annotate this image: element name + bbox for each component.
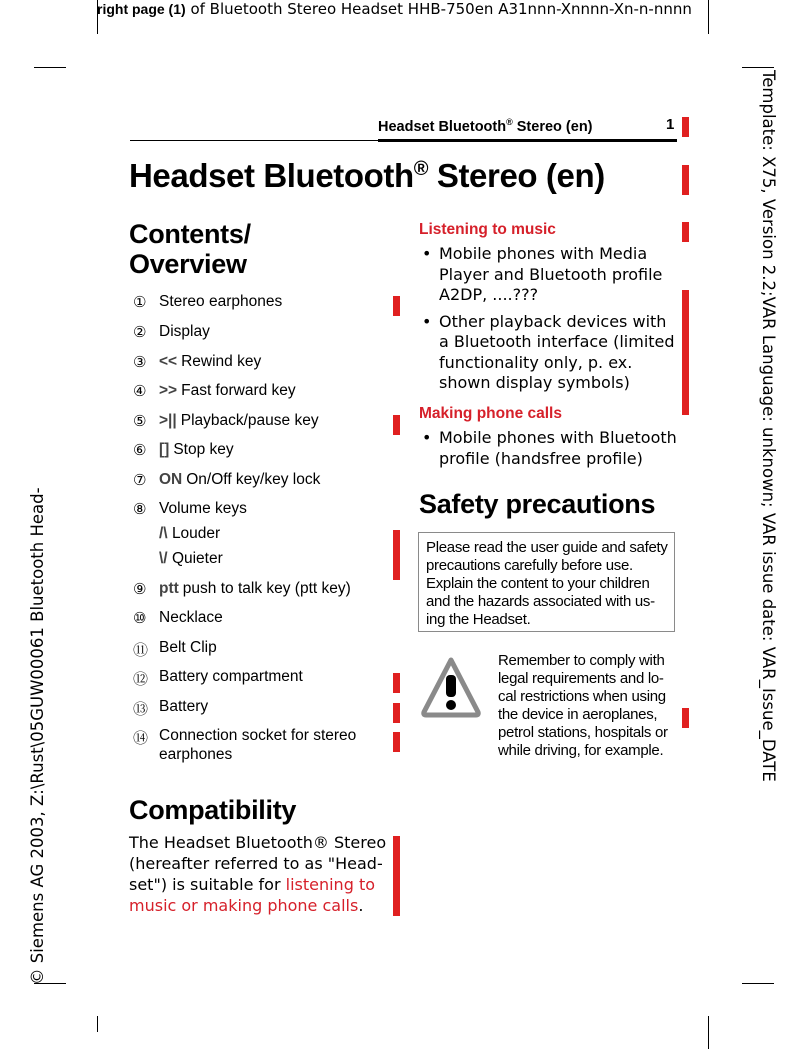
compat-plain: . bbox=[358, 896, 364, 915]
crop-mark bbox=[708, 0, 709, 34]
list-subitem bbox=[159, 525, 220, 543]
margin-bar bbox=[682, 708, 689, 728]
calls-list bbox=[419, 428, 681, 475]
margin-bar bbox=[393, 836, 400, 916]
list-item bbox=[133, 698, 208, 719]
header-title: Headset Bluetooth bbox=[378, 118, 507, 135]
item-key-symbol: ON bbox=[159, 471, 183, 488]
list-item bbox=[133, 353, 261, 371]
compat-line: (hereafter referred to as "Head- bbox=[129, 854, 383, 873]
item-label: Battery compartment bbox=[159, 668, 303, 685]
item-number: ⑧ bbox=[133, 500, 147, 518]
header-rule bbox=[378, 139, 677, 142]
subitem-label: Louder bbox=[171, 525, 221, 542]
item-label: Belt Clip bbox=[159, 639, 217, 656]
item-label: Fast forward key bbox=[181, 382, 296, 399]
item-number: ⑤ bbox=[133, 412, 147, 430]
safety-notice-box: Please read the user guide and safety precautions carefully before use. Explain the content to your children and the hazards associated with us- ing the Headset. bbox=[418, 532, 675, 632]
crop-mark bbox=[34, 67, 66, 68]
page-title bbox=[129, 157, 605, 195]
subitem-label: Quieter bbox=[171, 550, 223, 567]
list-item bbox=[133, 609, 223, 627]
compat-line bbox=[129, 874, 387, 895]
list-item: • Mobile phones with Bluetooth profile (handsfree profile) bbox=[419, 428, 681, 469]
item-label: Rewind key bbox=[181, 353, 262, 370]
margin-bar bbox=[393, 703, 400, 723]
item-label: Stereo earphones bbox=[159, 293, 283, 310]
crop-mark bbox=[742, 67, 774, 68]
subitem-key-symbol: /\ bbox=[159, 525, 168, 542]
title-rest: Stereo (en) bbox=[428, 157, 605, 194]
item-number: ⑦ bbox=[133, 471, 147, 489]
item-label: push to talk key (ptt key) bbox=[182, 580, 351, 597]
margin-bar bbox=[393, 673, 400, 693]
subitem-key-symbol: \/ bbox=[159, 550, 168, 567]
margin-bar bbox=[393, 415, 400, 435]
calls-heading: Making phone calls bbox=[419, 405, 562, 422]
compat-link-text: listening to bbox=[285, 875, 375, 894]
crop-mark bbox=[97, 1016, 98, 1032]
item-key-symbol: >|| bbox=[159, 412, 177, 429]
title-text: Headset Bluetooth bbox=[129, 157, 414, 194]
item-label: Battery bbox=[159, 698, 209, 715]
margin-bar bbox=[682, 165, 689, 195]
header-thin-rule bbox=[130, 140, 378, 141]
item-label: On/Off key/key lock bbox=[186, 471, 321, 488]
item-label: Stop key bbox=[173, 441, 234, 458]
item-key-symbol: << bbox=[159, 353, 178, 370]
safety-heading: Safety precautions bbox=[419, 489, 656, 519]
header-title-rest: Stereo (en) bbox=[512, 118, 593, 135]
page-side-label: right page (1) bbox=[97, 1, 186, 17]
compatibility-heading: Compatibility bbox=[129, 795, 297, 825]
listening-heading: Listening to music bbox=[419, 221, 556, 238]
list-item bbox=[133, 323, 210, 341]
contents-heading bbox=[129, 219, 251, 279]
warning-icon bbox=[420, 655, 482, 719]
item-number: ⑩ bbox=[133, 609, 147, 627]
compat-plain: set") is suitable for bbox=[129, 875, 286, 894]
list-subitem bbox=[159, 550, 223, 568]
compat-line: The Headset Bluetooth® Stereo bbox=[129, 833, 387, 852]
compat-link-text: music or making phone calls bbox=[129, 896, 359, 915]
document-id-line bbox=[97, 0, 692, 18]
item-number: ⑭ bbox=[133, 729, 149, 747]
item-number: ⑥ bbox=[133, 441, 147, 459]
list-item bbox=[133, 382, 296, 400]
item-number: ⑬ bbox=[133, 700, 149, 718]
margin-bar bbox=[393, 530, 400, 580]
margin-bar bbox=[682, 222, 689, 242]
title-reg: ® bbox=[413, 158, 429, 180]
document-id: of Bluetooth Stereo Headset HHB-750en A31nnn-Xnnnn-Xn-n-nnnn bbox=[185, 0, 692, 18]
item-number: ⑪ bbox=[133, 641, 149, 659]
list-item: • Other playback devices with a Bluetooth interface (limited functionality only, p. ex. shown display symbols) bbox=[419, 312, 677, 394]
margin-bar bbox=[682, 290, 689, 415]
page-number: 1 bbox=[666, 116, 675, 133]
list-item bbox=[133, 639, 217, 660]
list-item bbox=[133, 668, 303, 689]
remember-text: Remember to comply with legal requirements and lo- cal restrictions when using the device in aeroplanes, petrol stations, hospitals or while driving, for example. bbox=[498, 652, 668, 759]
list-item-continuation: earphones bbox=[159, 746, 233, 763]
item-number: ① bbox=[133, 293, 147, 311]
crop-mark bbox=[742, 983, 774, 984]
copyright-side-text: © Siemens AG 2003, Z:\Rust\05GUW00061 Bluetooth Head- bbox=[28, 487, 47, 985]
contents-heading-line1: Contents/ bbox=[129, 219, 251, 249]
list-item bbox=[133, 500, 247, 518]
list-item bbox=[133, 441, 234, 459]
list-item bbox=[133, 727, 356, 748]
item-key-symbol: >> bbox=[159, 382, 178, 399]
item-label: Volume keys bbox=[159, 500, 247, 517]
item-number: ② bbox=[133, 323, 147, 341]
running-header bbox=[378, 117, 593, 135]
compatibility-text bbox=[129, 832, 387, 916]
list-item bbox=[133, 412, 319, 430]
item-label: Display bbox=[159, 323, 210, 340]
item-label: Playback/pause key bbox=[180, 412, 319, 429]
item-key-symbol: ptt bbox=[159, 580, 179, 597]
compat-line bbox=[129, 895, 387, 916]
list-item bbox=[133, 580, 351, 598]
item-number: ③ bbox=[133, 353, 147, 371]
margin-bar bbox=[682, 117, 689, 137]
margin-bar bbox=[393, 296, 400, 316]
margin-bar bbox=[393, 732, 400, 752]
contents-heading-line2: Overview bbox=[129, 249, 247, 279]
item-key-symbol: [] bbox=[159, 441, 170, 458]
template-side-text: Template: X75, Version 2.2;VAR Language: unknown; VAR issue date: VAR_Issue_DATE bbox=[759, 70, 778, 782]
item-label: Connection socket for stereo bbox=[159, 727, 357, 744]
item-number: ⑨ bbox=[133, 580, 147, 598]
list-item bbox=[133, 471, 320, 489]
item-number: ④ bbox=[133, 382, 147, 400]
listening-list bbox=[419, 244, 677, 400]
crop-mark bbox=[708, 1016, 709, 1049]
header-reg: ® bbox=[506, 117, 513, 127]
item-number: ⑫ bbox=[133, 670, 149, 688]
list-item: • Mobile phones with Media Player and Bluetooth profile A2DP, ....??? bbox=[419, 244, 677, 306]
list-item bbox=[133, 293, 282, 311]
item-label: Necklace bbox=[159, 609, 223, 626]
